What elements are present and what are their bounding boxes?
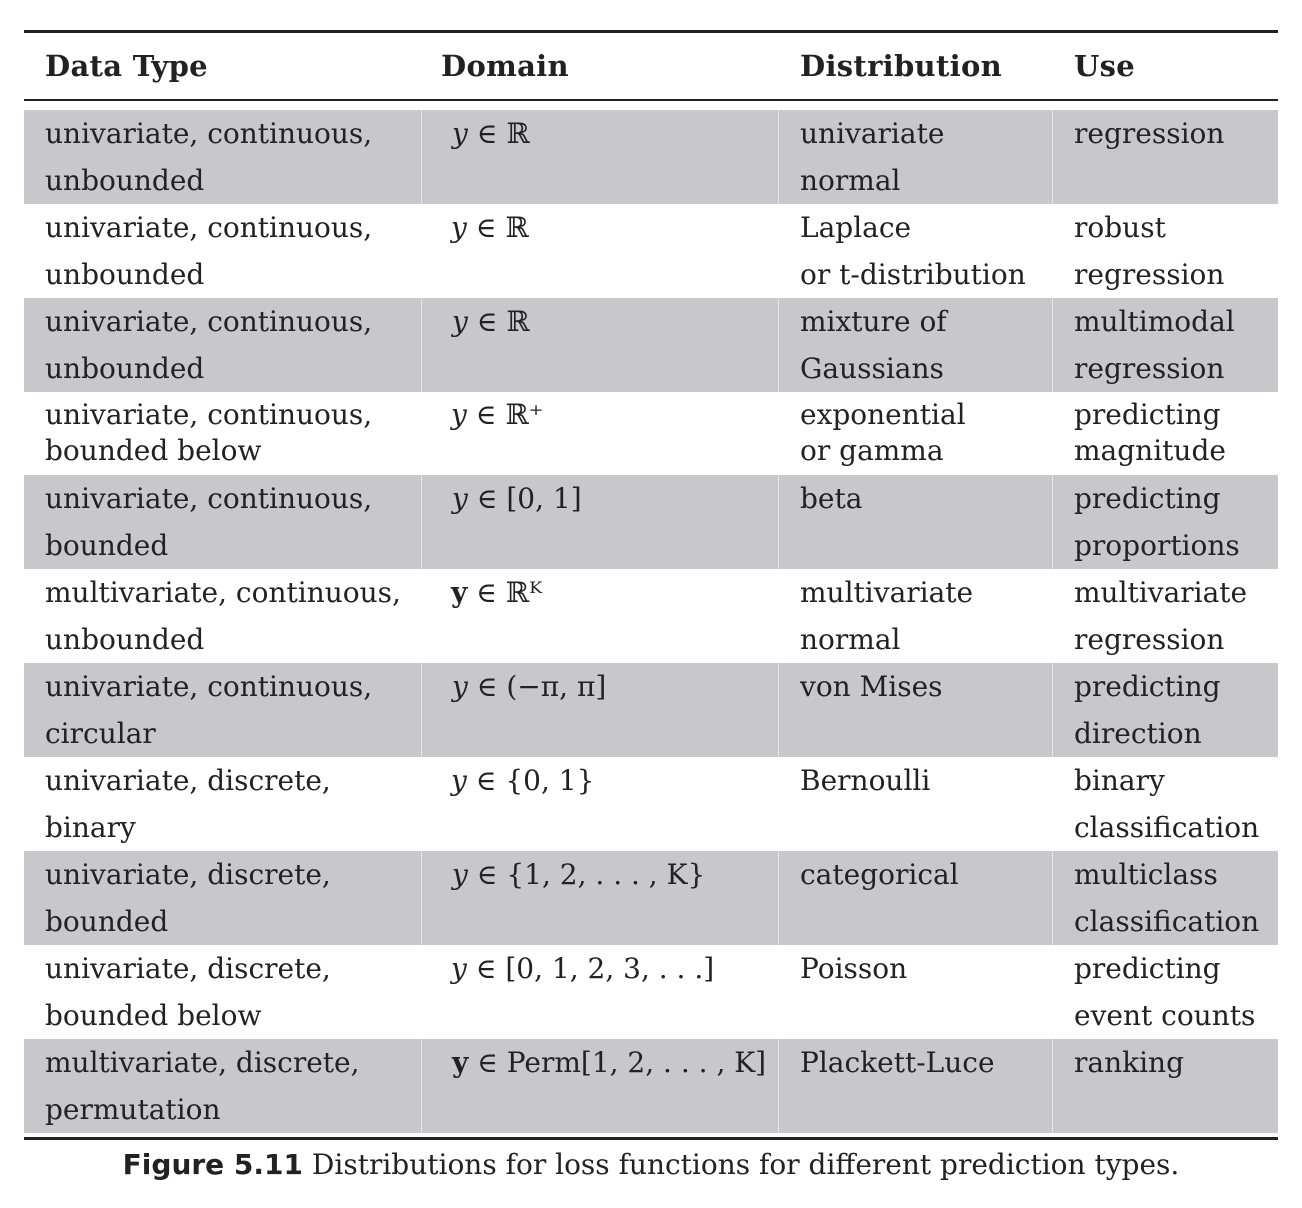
cell-use-line: multivariate: [1074, 576, 1248, 609]
table-header-rule: [24, 99, 1278, 101]
table-row: [24, 945, 1278, 1039]
cell-use-line: regression: [1074, 623, 1225, 656]
cell-domain: [421, 110, 779, 204]
cell-data-type-line: univariate, continuous,: [45, 305, 373, 338]
cell-use: [1053, 945, 1278, 1039]
cell-data-type-line: binary: [45, 811, 136, 844]
cell-use-line: [1074, 157, 1278, 204]
cell-data-type-line: bounded below: [45, 999, 262, 1032]
cell-distribution-line: Poisson: [800, 952, 908, 985]
cell-use: [1053, 1039, 1278, 1133]
cell-domain-line: y ∈ ℝ: [451, 211, 529, 244]
cell-data-type-line: bounded: [45, 529, 169, 562]
cell-distribution-line: [800, 898, 1052, 945]
cell-domain-line: y ∈ {0, 1}: [451, 764, 595, 797]
distribution-table: [24, 30, 1278, 1140]
cell-data-type-line: multivariate, continuous,: [45, 576, 401, 609]
table-row: [24, 851, 1278, 945]
cell-use: [1053, 663, 1278, 757]
cell-use-line: multiclass: [1074, 858, 1218, 891]
cell-use-line: ranking: [1074, 1046, 1184, 1079]
cell-use-line: classification: [1074, 905, 1260, 938]
cell-domain-line: y ∈ [0, 1, 2, 3, . . .]: [451, 952, 715, 985]
figure-label: Figure 5.11: [122, 1148, 304, 1181]
cell-use-line: classification: [1074, 811, 1260, 844]
cell-distribution: [779, 397, 1053, 469]
table-row: [24, 110, 1278, 204]
figure-caption: [0, 1148, 1302, 1181]
cell-data-type-line: unbounded: [45, 352, 205, 385]
cell-use-line: predicting: [1074, 398, 1221, 431]
cell-distribution-line: exponential: [800, 398, 966, 431]
table-body: [24, 110, 1278, 1133]
cell-use-line: regression: [1074, 117, 1225, 150]
cell-data-type: [24, 663, 421, 757]
cell-use: [1053, 298, 1278, 392]
cell-domain-line: y ∈ [0, 1]: [452, 482, 582, 515]
cell-domain: [421, 1039, 779, 1133]
figure-caption-text: Distributions for loss functions for different prediction types.: [311, 1148, 1180, 1181]
cell-data-type: [24, 851, 421, 945]
cell-domain: [421, 663, 779, 757]
table-header-row: [24, 33, 1278, 99]
header-data-type: Data Type: [45, 49, 208, 83]
cell-distribution-line: multivariate: [800, 576, 974, 609]
cell-domain-line: y ∈ {1, 2, . . . , K}: [452, 858, 706, 891]
cell-data-type-line: permutation: [45, 1093, 221, 1126]
cell-domain: [421, 298, 779, 392]
cell-data-type: [24, 397, 421, 469]
cell-distribution-line: Bernoulli: [800, 764, 931, 797]
cell-use: [1053, 569, 1278, 663]
cell-use-line: robust: [1074, 211, 1166, 244]
cell-data-type: [24, 757, 421, 851]
table-row: [24, 663, 1278, 757]
cell-data-type-line: bounded: [45, 905, 169, 938]
cell-use-line: regression: [1074, 352, 1225, 385]
cell-domain-line: y ∈ (−π, π]: [452, 670, 607, 703]
cell-distribution-line: Laplace: [800, 211, 912, 244]
header-domain: Domain: [441, 49, 569, 83]
cell-data-type-line: univariate, continuous,: [45, 482, 373, 515]
cell-distribution-line: von Mises: [800, 670, 943, 703]
cell-distribution-line: Gaussians: [800, 352, 944, 385]
cell-distribution-line: beta: [800, 482, 863, 515]
cell-distribution: [779, 569, 1053, 663]
cell-data-type-line: univariate, discrete,: [45, 764, 331, 797]
cell-data-type: [24, 475, 421, 569]
cell-domain: [421, 757, 779, 851]
cell-distribution-line: normal: [800, 164, 901, 197]
cell-use: [1053, 475, 1278, 569]
cell-domain: [421, 204, 779, 298]
cell-domain: [421, 397, 779, 469]
cell-distribution: [779, 298, 1053, 392]
cell-distribution: [779, 110, 1053, 204]
cell-data-type: [24, 298, 421, 392]
cell-data-type-line: bounded below: [45, 434, 262, 467]
cell-use: [1053, 397, 1278, 469]
cell-data-type: [24, 1039, 421, 1133]
cell-domain-line: y ∈ ℝᴷ: [451, 576, 543, 609]
cell-distribution: [779, 851, 1053, 945]
cell-distribution-line: univariate: [800, 117, 945, 150]
cell-domain: [421, 945, 779, 1039]
cell-distribution: [779, 757, 1053, 851]
cell-domain: [421, 851, 779, 945]
cell-use-line: multimodal: [1074, 305, 1235, 338]
cell-data-type-line: multivariate, discrete,: [45, 1046, 360, 1079]
cell-data-type-line: unbounded: [45, 258, 205, 291]
cell-distribution-line: categorical: [800, 858, 959, 891]
cell-distribution-line: [800, 710, 1052, 757]
cell-domain-line: y ∈ ℝ⁺: [451, 398, 544, 431]
cell-domain: [421, 569, 779, 663]
cell-use: [1053, 757, 1278, 851]
cell-domain: [421, 475, 779, 569]
cell-domain-line: y ∈ ℝ: [452, 305, 530, 338]
table-row: [24, 757, 1278, 851]
table-row: [24, 204, 1278, 298]
table-row: [24, 392, 1278, 475]
cell-data-type: [24, 945, 421, 1039]
table-row: [24, 475, 1278, 569]
cell-use-line: proportions: [1074, 529, 1240, 562]
cell-distribution-line: [800, 1086, 1052, 1133]
cell-distribution: [779, 204, 1053, 298]
cell-use-line: predicting: [1074, 670, 1221, 703]
cell-use-line: event counts: [1074, 999, 1256, 1032]
cell-use-line: direction: [1074, 717, 1202, 750]
cell-distribution: [779, 663, 1053, 757]
cell-domain-line: y ∈ Perm[1, 2, . . . , K]: [452, 1046, 767, 1079]
cell-use: [1053, 851, 1278, 945]
cell-data-type-line: univariate, discrete,: [45, 858, 331, 891]
table-row: [24, 1039, 1278, 1133]
table-row: [24, 298, 1278, 392]
cell-distribution: [779, 945, 1053, 1039]
cell-distribution-line: or gamma: [800, 434, 944, 467]
cell-use-line: predicting: [1074, 482, 1221, 515]
cell-distribution-line: or t-distribution: [800, 258, 1026, 291]
cell-data-type-line: univariate, continuous,: [45, 398, 373, 431]
cell-use-line: magnitude: [1074, 434, 1226, 467]
header-use: Use: [1074, 49, 1135, 83]
cell-use: [1053, 204, 1278, 298]
cell-distribution-line: normal: [800, 623, 901, 656]
cell-data-type-line: unbounded: [45, 623, 205, 656]
cell-distribution: [779, 475, 1053, 569]
cell-data-type-line: univariate, continuous,: [45, 117, 373, 150]
cell-distribution-line: [800, 804, 1053, 851]
cell-distribution: [779, 1039, 1053, 1133]
cell-data-type: [24, 569, 421, 663]
cell-data-type: [24, 204, 421, 298]
cell-distribution-line: [800, 992, 1053, 1039]
table-row: [24, 569, 1278, 663]
cell-data-type-line: unbounded: [45, 164, 205, 197]
cell-data-type-line: univariate, continuous,: [45, 211, 373, 244]
cell-use: [1053, 110, 1278, 204]
cell-use-line: [1074, 1086, 1278, 1133]
table-bottom-rule: [24, 1137, 1278, 1140]
cell-distribution-line: [800, 522, 1052, 569]
cell-distribution-line: Plackett-Luce: [800, 1046, 995, 1079]
cell-use-line: predicting: [1074, 952, 1221, 985]
cell-distribution-line: mixture of: [800, 305, 947, 338]
cell-data-type-line: circular: [45, 717, 156, 750]
cell-data-type: [24, 110, 421, 204]
cell-use-line: binary: [1074, 764, 1165, 797]
cell-domain-line: y ∈ ℝ: [452, 117, 530, 150]
cell-data-type-line: univariate, continuous,: [45, 670, 373, 703]
cell-use-line: regression: [1074, 258, 1225, 291]
cell-data-type-line: univariate, discrete,: [45, 952, 331, 985]
header-distribution: Distribution: [800, 49, 1002, 83]
